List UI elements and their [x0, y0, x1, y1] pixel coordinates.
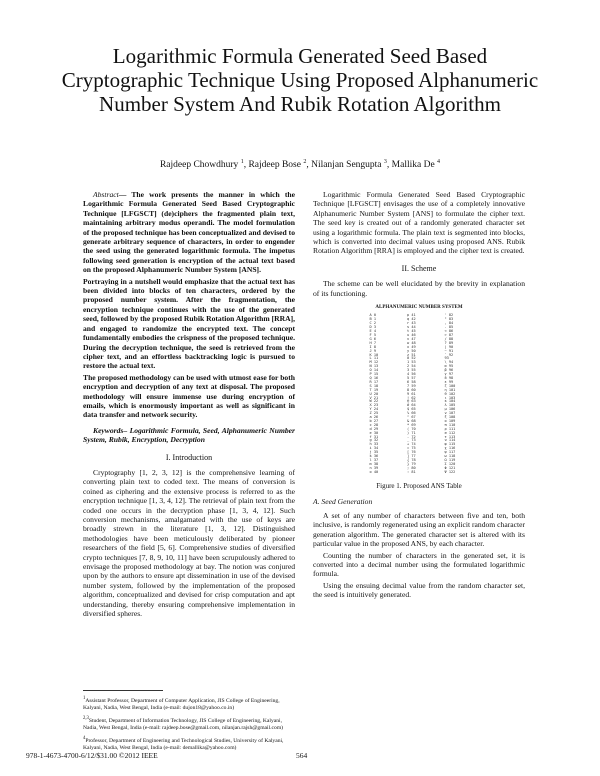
ans-table-entry: , 84: [444, 321, 454, 326]
ans-table-entry: n 39: [369, 465, 379, 470]
page-number: 564: [296, 751, 308, 760]
ans-table-entry: ) 71: [407, 430, 416, 435]
ans-table-entry: t 45: [407, 329, 416, 334]
ans-table-entry: O 14: [369, 368, 379, 373]
ans-table-entry: T 19: [369, 387, 379, 392]
ans-table-entry: { 78: [407, 458, 416, 462]
paper-title: Logarithmic Formula Generated Seed Based Cryptographic Technique Using Proposed Alphanumeric Number System And Rubik Rotation Algorithm: [61, 44, 539, 116]
ans-table-entry: v 47: [407, 336, 416, 341]
ans-table-entry: p 41: [407, 313, 416, 318]
footnote-3: $^4$Professor, Department of Engineering and Technological Studies, University of Kalyani, Kalyani, Nadia, West Bengal, India (e-mail: demallika@yahoo.com): [83, 735, 284, 751]
ans-table-entry: i 34: [369, 446, 379, 451]
ans-table-entry: b 27: [369, 418, 379, 423]
figure-column-3: [445, 314, 469, 474]
ans-table-entry: q 42: [407, 317, 416, 322]
ans-table-entry: ] 77: [407, 454, 416, 459]
ans-table-entry: R 17: [369, 379, 379, 384]
figure-caption: Figure 1. Proposed ANS Table: [376, 482, 462, 491]
ans-table-entry: υ 114: [444, 438, 456, 443]
ans-table-entry: ε 99: [444, 379, 454, 384]
ans-table-entry: r 43: [407, 321, 416, 326]
ans-table-entry: I 8: [369, 344, 376, 349]
figure-column-2: [407, 314, 431, 474]
ans-table-entry: M 12: [369, 360, 379, 365]
ans-table-entry: P 15: [369, 372, 379, 377]
ans-table-entry: $ 65: [407, 407, 416, 412]
ans-table-entry: Ψ 122: [444, 469, 456, 474]
ans-table-entry: 1 53: [407, 360, 416, 365]
ans-table-entry: L 11: [369, 356, 379, 361]
ans-table-entry: λ 105: [444, 403, 456, 408]
ans-table-entry: + 74: [407, 442, 416, 447]
ans-table-entry: 7 59: [407, 383, 416, 388]
footnote-2: $^{2,3}$Student, Department of Information Technology, JIS College of Engineering, Kalyani, Nadia, West Bengal, India (e-mail: rajdeep.bose@gmail.com, nilanjan.rajsh@gmail.com): [83, 715, 284, 731]
ans-table-entry: g 32: [369, 438, 379, 443]
ans-table-entry: m 38: [369, 461, 379, 466]
footnotes: [83, 690, 298, 755]
ans-table-entry: ' 82: [444, 313, 454, 318]
ans-table-entry: ρ 111: [444, 426, 456, 431]
ans-table-entry: e 30: [369, 430, 379, 435]
ans-table-entry: " 83: [444, 317, 454, 322]
author-3: Nilanjan Sengupta $^3$,: [311, 159, 392, 171]
ans-table-entry: ν 107: [444, 411, 456, 416]
footnote-rule: [83, 690, 163, 691]
author-1: Rajdeep Chowdhury $^1$,: [159, 159, 249, 171]
ans-table-entry: τ 113: [444, 434, 456, 439]
ans-table-entry: D 3: [369, 325, 376, 330]
ans-table-entry: a 26: [369, 415, 379, 420]
scheme-paragraph-1: The scheme can be well elucidated by the brevity in explanation of its functioning.: [313, 279, 525, 298]
ans-table-entry: @ 63: [407, 399, 416, 404]
ans-table-entry: ! 62: [407, 395, 416, 400]
ans-table-entry: ξ 108: [444, 415, 456, 420]
ans-table-entry: } 79: [407, 461, 416, 466]
ans-table-entry: > 87: [444, 333, 454, 337]
intro-paragraph-2: Logarithmic Formula Generated Seed Based Cryptographic Technique [LFGSCT] envisages the use of a completely innovative Alphanumeric Number System [ANS] to formulate the cipher text. The seed key is created out of a randomly generated character set using a logarithmic formula. The plain text is segmented into blocks, which is converted into decimal values using proposed ANS. Rubik Rotation Algorithm [RRA] is employed and the cipher text is created.: [313, 190, 525, 256]
ans-table-entry: h 33: [369, 442, 379, 447]
ans-table-entry: & 68: [407, 418, 416, 423]
ans-table-entry: π 110: [444, 422, 456, 427]
ans-table-entry: 5 57: [407, 375, 416, 380]
ans-table-entry: α 95: [444, 364, 454, 369]
ans-table-entry: 8 60: [407, 387, 416, 392]
ans-table-entry: ^ 67: [407, 415, 416, 420]
ans-table-entry: V 21: [369, 395, 379, 400]
author-list: [60, 159, 540, 170]
ans-table-entry: S 18: [369, 383, 379, 388]
ans-table-entry: A 0: [369, 313, 376, 318]
figure-column-1: [370, 314, 394, 474]
ans-table-entry: # 64: [407, 403, 416, 408]
ans-table-entry: γ 97: [444, 372, 454, 377]
footnote-1: $^1$Assistant Professor, Department of Computer Application, JIS College of Engineering, Kalyani, Nadia, West Bengal, India (e-mail: dujon18@yahoo.co.in): [83, 696, 280, 711]
ans-table-entry: β 96: [444, 368, 454, 373]
ans-table-entry: k 36: [369, 454, 379, 459]
ans-table-entry: κ 104: [444, 399, 456, 404]
right-column: [313, 190, 525, 602]
ans-table-entry: | 90: [444, 344, 454, 349]
ans-table-entry: C 2: [369, 321, 376, 326]
ans-table-entry: 9 61: [407, 391, 416, 396]
ans-table-entry: [ 76: [407, 450, 416, 455]
ans-table-entry: c 28: [369, 422, 379, 427]
ans-table-entry: l 37: [369, 458, 379, 462]
ans-table-entry: \ 94: [444, 360, 454, 365]
ans-table-entry: / 88: [444, 336, 454, 341]
ans-table-entry: χ 116: [444, 446, 456, 451]
ans-table-entry: 3 55: [407, 368, 416, 373]
ans-table-entry: F 5: [369, 333, 376, 337]
ans-table-entry: f 31: [369, 434, 379, 439]
section-heading-introduction: I. Introduction: [165, 452, 213, 462]
ans-table-entry: H 7: [369, 340, 376, 345]
figure-title: ALPHANUMERIC NUMBER SYSTEM: [375, 305, 463, 311]
ans-table-entry: U 20: [369, 391, 379, 396]
ans-table-entry: ω 118: [444, 454, 456, 459]
ans-table-entry: 93: [444, 356, 449, 361]
ans-table-entry: ~ 91: [444, 348, 454, 353]
ans-table-entry: : 81: [407, 469, 416, 474]
ans-table-entry: _ 73: [407, 438, 416, 443]
ans-table-entry: 6 58: [407, 379, 416, 384]
ans-table-entry: ο 109: [444, 418, 456, 423]
keywords: Keywords– Logarithmic Formula, Seed, Alphanumeric Number System, Rubik, Encryption, Decryption: [83, 425, 295, 445]
abstract-paragraph-2: Portraying in a nutshell would emphasize that the actual text has been divided into blocks of ten characters, ordered by the proposed number system. After the fragmentation, the encryption technique continues with the use of the generated seed, followed by the proposed Rubik Rotation Algorithm [RRA], and engaged to randomize the encrypted text. The concept fundamentally embodies the crispness of the proposed technique. During the decryption technique, the seed is retrieved from the cipher text, and an effortless backtracking logic is pursued to restore the actual text.: [83, 276, 295, 371]
ans-table-entry: y 50: [407, 348, 416, 353]
ans-table-entry: s 44: [407, 325, 416, 330]
ans-table-entry: Q 16: [369, 375, 379, 380]
ans-table-entry: J 9: [369, 348, 376, 353]
scheme-paragraph-2: A set of any number of characters between five and ten, both inclusive, is randomly regenerated using an explicit random character generation algorithm. The generated character set is altered with its particular value in the proposed ANS, by each character.: [313, 510, 525, 549]
ans-table-entry: W 22: [369, 399, 379, 404]
ans-table-entry: Y 24: [369, 407, 379, 412]
ans-table-entry: % 66: [407, 411, 416, 416]
ans-table-entry: 2 54: [407, 364, 416, 369]
intro-paragraph-1: Cryptography [1, 2, 3, 12] is the comprehensive learning of converting plain text to coded text. The means of conversion is coined as ciphering and the extensive process is referred to as the encryption technique [1, 3, 4, 12]. The retrieval of plain text from the coded one occurs in the decryption phase [1, 3, 4, 12]. Such conversion mechanisms, amalgamated with the use of keys are broadly strewn in the literature [1, 3, 12]. Distinguished methodologies have been meticulously deliberated by pioneer researchers of the field [5, 6]. Comprehensive studies of diversified crypto techniques [7, 8, 9, 10, 11] have been scrupulously adhered to envisage the proposed methodology at bay. The notion was conjured upon by the authors to ensure apt dissemination in use of the devised number system, followed by the implementation of the proposed algorithm, conceptualized and devised for crisp computation and apt understanding, thereby ensuring comprehensive implementation in diversified spheres.: [83, 467, 295, 619]
author-2: Rajdeep Bose $^2$,: [248, 159, 312, 171]
ans-table-entry: - 72: [407, 434, 416, 439]
ans-table-entry: w 48: [407, 340, 416, 345]
ans-table-entry: * 69: [407, 422, 416, 427]
section-heading-scheme: II. Scheme: [401, 263, 437, 273]
ans-table-entry: j 35: [369, 450, 379, 455]
ans-table-entry: φ 115: [444, 442, 456, 447]
ans-table-entry: ? 89: [444, 340, 454, 345]
ans-table-entry: ( 70: [407, 426, 416, 431]
ans-table-entry: η 101: [444, 387, 456, 392]
ans-table-entry: 4 56: [407, 372, 416, 377]
ans-table-entry: θ 102: [444, 391, 456, 396]
ans-table-entry: μ 106: [444, 407, 456, 412]
ans-table-figure: [367, 303, 472, 478]
ans-table-entry: o 40: [369, 469, 379, 474]
ans-table-entry: d 29: [369, 426, 379, 431]
ans-table-entry: Σ 120: [444, 461, 456, 466]
ans-table-entry: 0 52: [407, 356, 416, 361]
left-column: [83, 190, 295, 620]
ans-table-entry: ` 92: [444, 352, 454, 357]
ans-table-entry: . 85: [444, 325, 454, 330]
ans-table-entry: K 10: [369, 352, 379, 357]
subsection-heading-seed-generation: A. Seed Generation: [313, 497, 373, 507]
abstract-paragraph-3: The proposed methodology can be used with utmost ease for both encryption and decryption of any text at disposal. The proposed methodology will ensure immense use during encryption of emails, which is enormously important as well as significant in data transfer and network security.: [83, 372, 295, 420]
ans-table-entry: Ω 119: [444, 458, 456, 462]
abstract-paragraph-1: Abstract— The work presents the manner in which the Logarithmic Formula Generated Seed Based Cryptographic Technique [LFGSCT] (de)ciphers the fragmented plain text, maintaining arbitrary modus operandi. The model formulation of the proposed technique has been conceptualized and devised to generate arbitrary sequence of characters, in order to engender the seed using the generated logarithmic formula. The impetus following seed generation is encryption of the actual text based on the proposed Alphanumeric Number System [ANS].: [83, 190, 295, 275]
ans-table-entry: ; 80: [407, 465, 416, 470]
ans-table-entry: E 4: [369, 329, 376, 334]
ans-table-entry: B 1: [369, 317, 376, 322]
footer-isbn: 978-1-4673-4700-6/12/$31.00 ©2012 IEEE: [26, 751, 158, 760]
ans-table-entry: X 23: [369, 403, 379, 408]
ans-table-entry: ζ 100: [444, 383, 456, 388]
ans-table-entry: ψ 117: [444, 450, 456, 455]
ans-table-entry: u 46: [407, 333, 416, 337]
ans-table-entry: = 75: [407, 446, 416, 451]
ans-table-entry: < 86: [444, 329, 454, 334]
ans-table-entry: N 13: [369, 364, 379, 369]
scheme-paragraph-4: Using the ensuing decimal value from the random character set, the seed is intuitively generated.: [313, 580, 525, 600]
ans-table-entry: x 49: [407, 344, 416, 349]
author-4: Mallika De $^4$: [391, 159, 441, 171]
ans-table-entry: Z 25: [369, 411, 379, 416]
ans-table-entry: δ 98: [444, 375, 454, 380]
ans-table-entry: ι 103: [444, 395, 456, 400]
ans-table-entry: Φ 121: [444, 465, 456, 470]
scheme-paragraph-3: Counting the number of characters in the generated set, it is converted into a decimal number using the formulated logarithmic formula.: [313, 550, 525, 579]
ans-table-entry: σ 112: [444, 430, 456, 435]
ans-table-entry: z 51: [407, 352, 416, 357]
ans-table-entry: G 6: [369, 336, 376, 341]
